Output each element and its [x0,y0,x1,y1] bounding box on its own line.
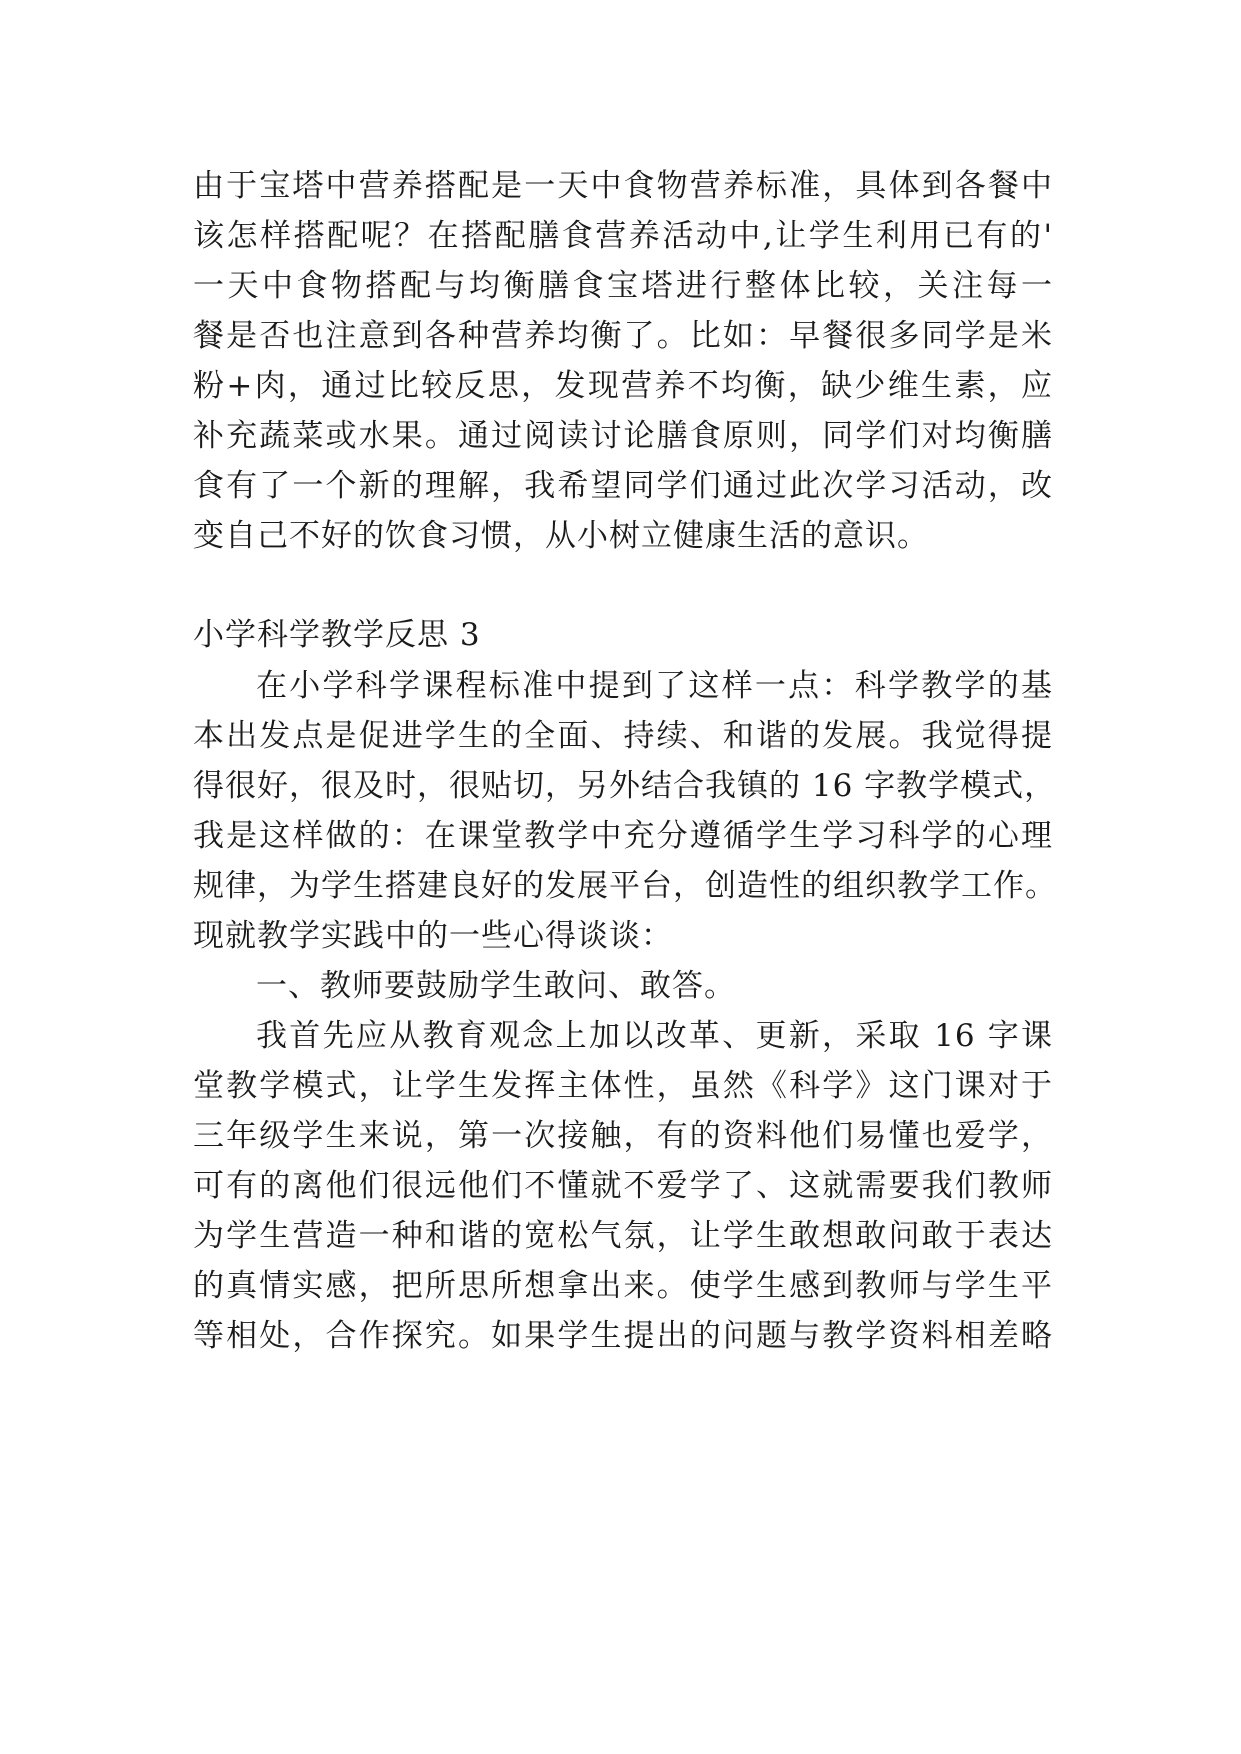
paragraph-line: 该怎样搭配呢？在搭配膳食营养活动中,让学生利用已有的' [193,218,1053,254]
paragraph-line: 在小学科学课程标准中提到了这样一点：科学教学的基 [256,668,1053,704]
paragraph-line: 等相处，合作探究。如果学生提出的问题与教学资料相差略 [193,1318,1053,1354]
paragraph-line: 的真情实感，把所思所想拿出来。使学生感到教师与学生平 [193,1268,1053,1304]
paragraph-line: 一天中食物搭配与均衡膳食宝塔进行整体比较，关注每一 [193,268,1053,304]
paragraph-line: 堂教学模式，让学生发挥主体性，虽然《科学》这门课对于 [193,1068,1053,1104]
paragraph-line: 由于宝塔中营养搭配是一天中食物营养标准，具体到各餐中 [193,168,1053,204]
point-heading: 一、教师要鼓励学生敢问、敢答。 [256,968,736,1004]
paragraph-line: 规律，为学生搭建良好的发展平台，创造性的组织教学工作。 [193,868,1057,904]
paragraph-line: 现就教学实践中的一些心得谈谈： [193,918,673,954]
paragraph-line: 我首先应从教育观念上加以改革、更新，采取 16 字课 [256,1018,1053,1054]
paragraph-line: 得很好，很及时，很贴切，另外结合我镇的 16 字教学模式， [193,768,1057,804]
paragraph-line: 补充蔬菜或水果。通过阅读讨论膳食原则，同学们对均衡膳 [193,418,1053,454]
paragraph-line: 变自己不好的饮食习惯，从小树立健康生活的意识。 [193,518,929,554]
paragraph-line: 为学生营造一种和谐的宽松气氛，让学生敢想敢问敢于表达 [193,1218,1053,1254]
paragraph-line: 本出发点是促进学生的全面、持续、和谐的发展。我觉得提 [193,718,1053,754]
paragraph-line: 粉+肉，通过比较反思，发现营养不均衡，缺少维生素，应 [193,368,1053,404]
paragraph-line: 餐是否也注意到各种营养均衡了。比如：早餐很多同学是米 [193,318,1053,354]
paragraph-line: 三年级学生来说，第一次接触，有的资料他们易懂也爱学， [193,1118,1053,1154]
paragraph-line: 食有了一个新的理解，我希望同学们通过此次学习活动，改 [193,468,1053,504]
paragraph-line: 我是这样做的：在课堂教学中充分遵循学生学习科学的心理 [193,818,1053,854]
paragraph-line: 可有的离他们很远他们不懂就不爱学了、这就需要我们教师 [193,1168,1053,1204]
section-title: 小学科学教学反思 3 [193,617,481,653]
